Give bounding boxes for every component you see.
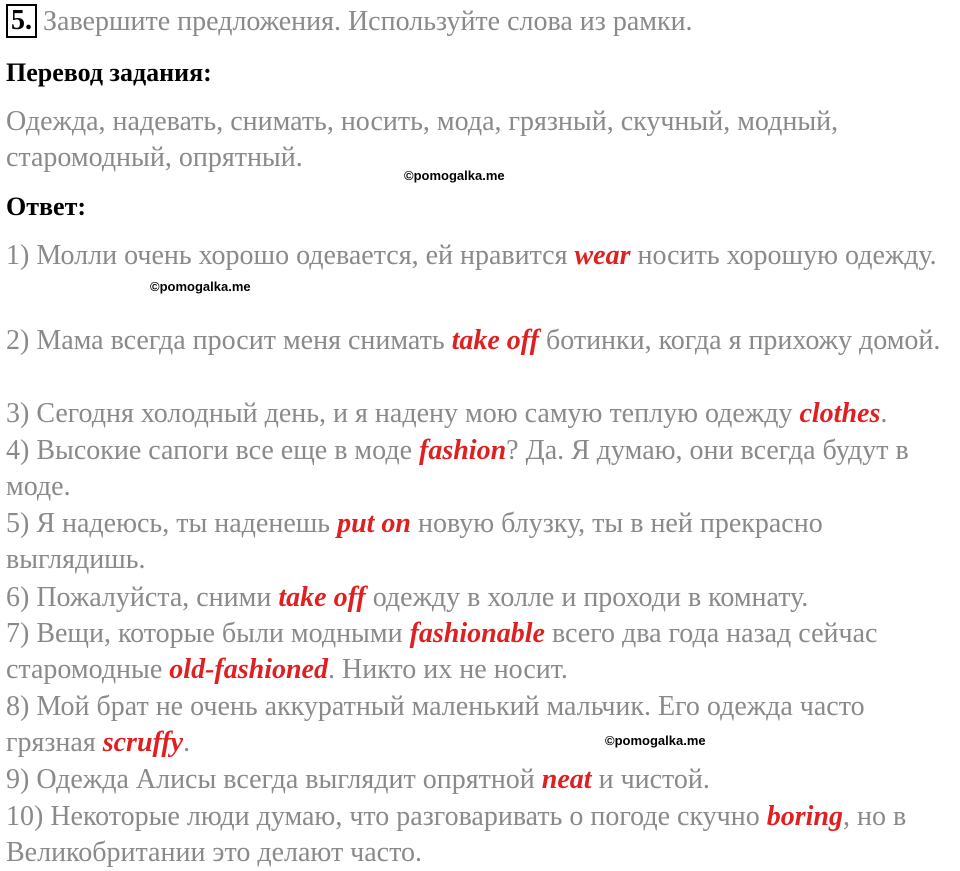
answer-keyword: put on	[337, 508, 412, 539]
answer-keyword: boring	[766, 801, 843, 832]
answer-keyword: wear	[574, 240, 631, 271]
task-number-badge: 5.	[6, 4, 37, 38]
translation-text: Одежда, надевать, снимать, носить, мода, грязный, скучный, модный, старомодный, опрятный.	[6, 106, 839, 173]
task-instruction-line	[6, 4, 693, 40]
answer-keyword: scruffy	[102, 727, 184, 758]
answer-item: 7) Вещи, которые были модными fashionable всего два года назад сейчас старомодные old-fashioned. Никто их не носит.	[6, 618, 878, 685]
answer-item: 5) Я надеюсь, ты наденешь put on новую блузку, ты в ней прекрасно выглядишь.	[6, 508, 823, 575]
answer-keyword: clothes	[799, 398, 881, 429]
answer-heading: Ответ:	[6, 192, 87, 221]
watermark: ©pomogalka.me	[404, 168, 505, 183]
answer-item: 1) Молли очень хорошо одевается, ей нравится wear носить хорошую одежду.	[6, 240, 937, 271]
answer-keyword: take off	[278, 582, 366, 613]
answer-item: 6) Пожалуйста, сними take off одежду в холле и проходи в комнату.	[6, 582, 809, 613]
answer-item: 3) Сегодня холодный день, и я надену мою самую теплую одежду clothes.	[6, 398, 888, 429]
answer-keyword: old-fashioned	[169, 654, 328, 685]
task-instruction: Завершите предложения. Используйте слова из рамки.	[43, 6, 693, 37]
watermark: ©pomogalka.me	[605, 733, 706, 748]
watermark: ©pomogalka.me	[150, 279, 251, 294]
answer-keyword: fashion	[419, 435, 507, 466]
answer-keyword: fashionable	[409, 618, 545, 649]
answer-keyword: take off	[451, 325, 539, 356]
answer-keyword: neat	[541, 764, 592, 795]
answer-item: 8) Мой брат не очень аккуратный маленький мальчик. Его одежда часто грязная scruffy.	[6, 691, 865, 758]
answer-item: 9) Одежда Алисы всегда выглядит опрятной neat и чистой.	[6, 764, 710, 795]
answer-item: 4) Высокие сапоги все еще в моде fashion? Да. Я думаю, они всегда будут в моде.	[6, 435, 909, 502]
answer-item: 2) Мама всегда просит меня снимать take off ботинки, когда я прихожу домой.	[6, 325, 941, 356]
answer-item: 10) Некоторые люди думаю, что разговаривать о погоде скучно boring, но в Великобритании это делают часто.	[6, 801, 907, 868]
translation-heading: Перевод задания:	[6, 58, 212, 87]
